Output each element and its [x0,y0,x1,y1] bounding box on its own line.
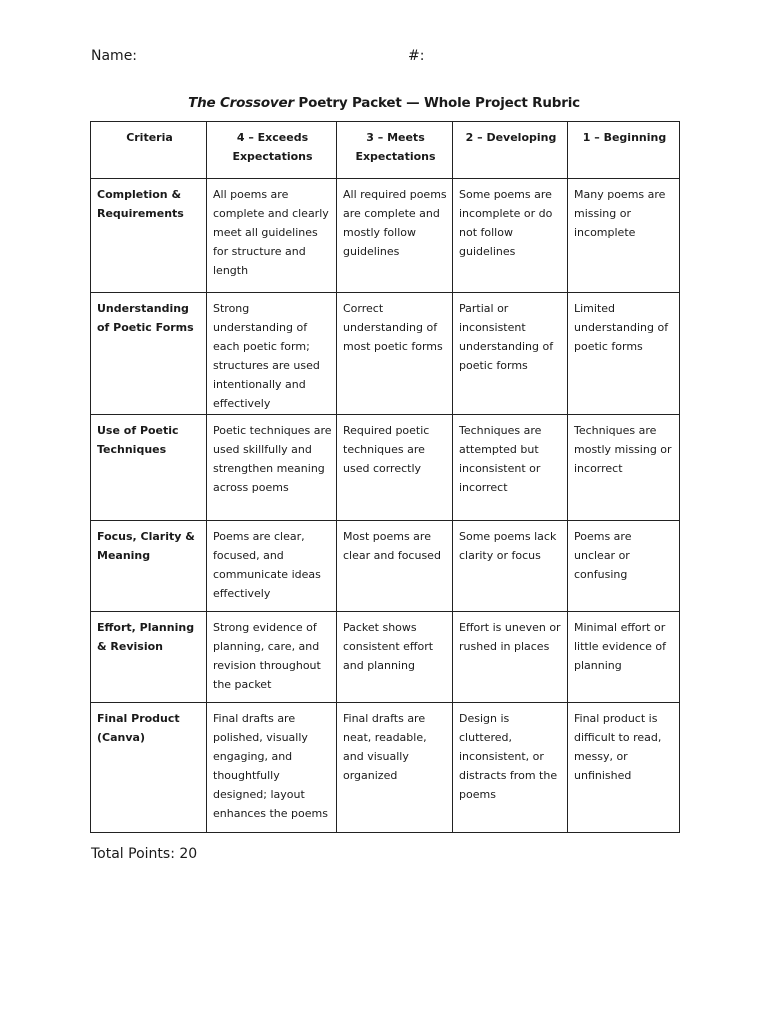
table-cell: All required poems are complete and mostly follow guidelines [337,179,453,293]
table-row [91,703,680,833]
table-cell: Strong understanding of each poetic form; structures are used intentionally and effectively [207,293,337,415]
table-cell: Poems are clear, focused, and communicate ideas effectively [207,521,337,612]
table-cell: Strong evidence of planning, care, and revision throughout the packet [207,612,337,703]
table-row [91,415,680,521]
number-label: #: [408,48,425,64]
criteria-cell: Use of Poetic Techniques [91,415,207,521]
table-cell: Minimal effort or little evidence of planning [568,612,680,703]
table-cell: Many poems are missing or incomplete [568,179,680,293]
criteria-cell: Understanding of Poetic Forms [91,293,207,415]
column-header-exceeds: 4 – Exceeds Expectations [207,122,337,179]
column-header-beginning: 1 – Beginning [568,122,680,179]
page-title [0,95,768,111]
table-cell: Techniques are attempted but inconsistent or incorrect [453,415,568,521]
rubric-table [90,121,680,833]
column-header-developing: 2 – Developing [453,122,568,179]
table-cell: Correct understanding of most poetic forms [337,293,453,415]
column-header-meets: 3 – Meets Expectations [337,122,453,179]
criteria-cell: Effort, Planning & Revision [91,612,207,703]
criteria-cell: Completion & Requirements [91,179,207,293]
table-cell: Partial or inconsistent understanding of poetic forms [453,293,568,415]
table-cell: Required poetic techniques are used correctly [337,415,453,521]
table-cell: Effort is uneven or rushed in places [453,612,568,703]
criteria-cell: Final Product (Canva) [91,703,207,833]
table-cell: Techniques are mostly missing or incorrect [568,415,680,521]
table-cell: Packet shows consistent effort and planning [337,612,453,703]
table-cell: Limited understanding of poetic forms [568,293,680,415]
table-cell: Some poems are incomplete or do not follow guidelines [453,179,568,293]
table-cell: All poems are complete and clearly meet all guidelines for structure and length [207,179,337,293]
column-header-criteria: Criteria [91,122,207,179]
table-cell: Final drafts are neat, readable, and visually organized [337,703,453,833]
table-row [91,612,680,703]
criteria-cell: Focus, Clarity & Meaning [91,521,207,612]
table-cell: Some poems lack clarity or focus [453,521,568,612]
header-row [91,122,680,179]
table-cell: Poems are unclear or confusing [568,521,680,612]
table-cell: Final drafts are polished, visually engaging, and thoughtfully designed; layout enhances the poems [207,703,337,833]
title-rest: Poetry Packet — Whole Project Rubric [293,95,580,111]
book-title: The Crossover [188,95,294,111]
table-cell: Most poems are clear and focused [337,521,453,612]
table-cell: Poetic techniques are used skillfully and strengthen meaning across poems [207,415,337,521]
table-row [91,293,680,415]
table-row [91,179,680,293]
total-points: Total Points: 20 [91,846,198,862]
name-label: Name: [91,48,138,64]
table-row [91,521,680,612]
table-cell: Final product is difficult to read, messy, or unfinished [568,703,680,833]
table-cell: Design is cluttered, inconsistent, or distracts from the poems [453,703,568,833]
